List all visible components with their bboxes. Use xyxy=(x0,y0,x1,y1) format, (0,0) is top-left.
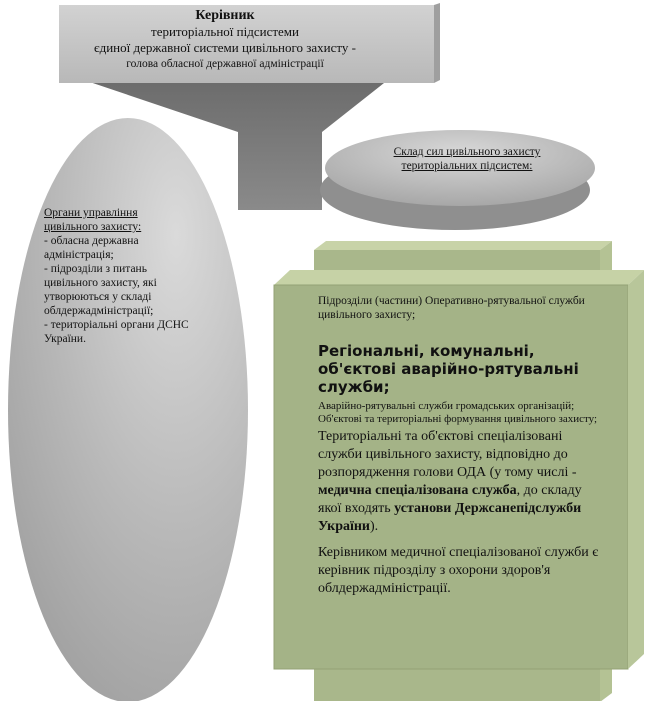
box-paragraph-4 xyxy=(318,428,608,536)
box-p4-start: Територіальні та об'єктові спеціалізовані служби цивільного захисту, відповідно до розпорядження голови ОДА (у тому числі - xyxy=(318,429,577,480)
header-text xyxy=(55,8,395,72)
box-p4-end: ). xyxy=(370,519,379,534)
box-paragraph-5: Керівником медичної спеціалізованої служби є керівник підрозділу з охорони здоров'я облдержадміністрації. xyxy=(318,545,599,596)
left-ellipse-item: - територіальні органи ДСНС України. xyxy=(44,319,189,345)
left-ellipse-text xyxy=(44,206,194,346)
box-front-top xyxy=(274,270,644,285)
header-box-right-face xyxy=(434,3,440,83)
box-paragraph-2: Регіональні, комунальні, об'єктові аварійно-рятувальні служби; xyxy=(318,342,579,396)
header-title: Керівник xyxy=(195,8,255,23)
box-paragraph-3a: Аварійно-рятувальні служби громадських організацій; xyxy=(318,400,575,412)
left-ellipse-heading: Органи управління цивільного захисту: xyxy=(44,207,142,233)
box-p4-bold-2: установи Держсанепідслужби України xyxy=(318,501,582,534)
header-line-2: територіальної підсистеми xyxy=(151,24,299,39)
box-p4-mid: , до складу якої входять xyxy=(318,483,582,516)
left-ellipse-item: - підрозділи з питань цивільного захисту, які утворюються у складі облдержадміністрації; xyxy=(44,263,157,317)
left-ellipse-item: - обласна державна адміністрація; xyxy=(44,235,139,261)
box-paragraph-3b: Об'єктові та територіальні формування цивільного захисту; xyxy=(318,413,598,425)
box-front-side xyxy=(628,270,644,669)
box-text xyxy=(318,294,608,598)
box-p4-bold-1: медична спеціалізована служба xyxy=(318,483,517,498)
header-line-3: єдиної державної системи цивільного захисту - xyxy=(94,40,356,55)
box-back-panel xyxy=(314,241,612,250)
box-paragraph-1: Підрозділи (частини) Оперативно-рятувальної служби цивільного захисту; xyxy=(318,295,585,321)
top-ellipse-text: Склад сил цивільного захисту територіальних підсистем: xyxy=(393,146,541,172)
header-line-4: голова обласної державної адміністрації xyxy=(126,58,324,70)
